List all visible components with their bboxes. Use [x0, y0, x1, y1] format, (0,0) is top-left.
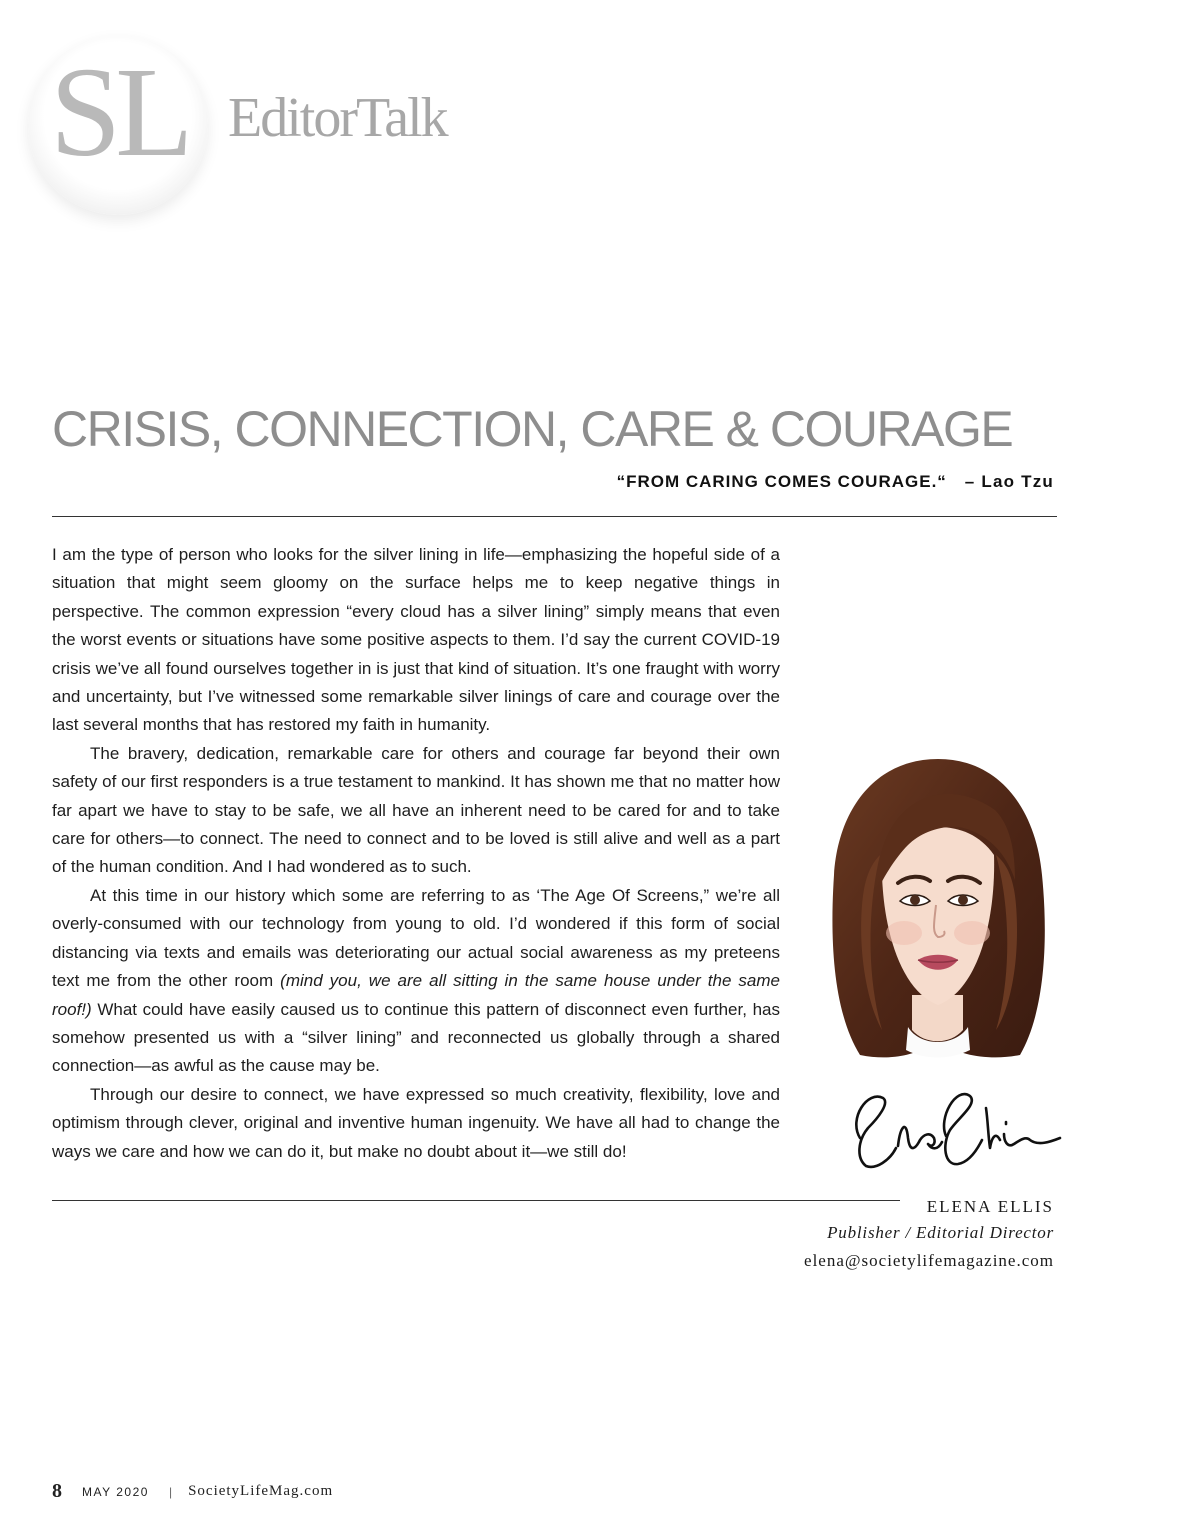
website-link[interactable]: SocietyLifeMag.com [188, 1483, 334, 1499]
article-body [52, 541, 780, 1166]
quote-text: “FROM CARING COMES COURAGE.“ [616, 472, 947, 491]
paragraph-1: I am the type of person who looks for the silver lining in life—emphasizing the hopeful side of a situation that might seem gloomy on the surface helps me to keep negative things in perspective. The common expression “every cloud has a silver lining” simply means that even the worst events or situations have some positive aspects to them. I’d say the current COVID-19 crisis we’ve all found ourselves together in is just that kind of situation. It’s one fraught with worry and uncertainty, but I’ve witnessed some remarkable silver linings of care and courage over the last several months that has restored my faith in humanity. [52, 545, 780, 735]
editor-name: ELENA ELLIS [926, 1197, 1054, 1216]
paragraph-3-part-1: At this time in our history which some are referring to as ‘The Age Of Screens,” we’re all overly-consumed with our technology from young to old. I’d wondered if this form of social distancing via texts and emails was deteriorating our actual social awareness as my preteens text me from the other room [52, 885, 780, 991]
footer-separator: | [168, 1484, 173, 1499]
paragraph-3-aside: (mind you, we are all sitting in the same house under the same roof!) [52, 971, 780, 1019]
pull-quote [617, 471, 1054, 493]
issue-date: MAY 2020 [82, 1484, 149, 1499]
top-divider [52, 516, 1057, 517]
page-footer [52, 1480, 333, 1503]
editor-email[interactable]: elena@societylifemagazine.com [804, 1251, 1054, 1270]
quote-author: – Lao Tzu [964, 472, 1054, 491]
editor-title: Publisher / Editorial Director [827, 1223, 1054, 1242]
article-headline: CRISIS, CONNECTION, CARE & COURAGE [52, 401, 1013, 457]
paragraph-3 [52, 882, 780, 1081]
editor-portrait-illustration [820, 755, 1055, 1065]
page-number: 8 [52, 1480, 62, 1502]
paragraph-4: Through our desire to connect, we have expressed so much creativity, flexibility, love and optimism through clever, original and inventive human ingenuity. We have all had to change the ways we care and how we can do it, but make no doubt about it—we still do! [52, 1084, 780, 1161]
editor-signature [838, 1078, 1066, 1176]
signature-block [804, 1194, 1054, 1276]
magazine-logo: SL [50, 41, 188, 183]
paragraph-2: The bravery, dedication, remarkable care for others and courage far beyond their own safety of our first responders is a true testament to mankind. It has shown me that no matter how far apart we have to stay to be safe, we all have an inherent need to be cared for and to take care for others—to connect. The need to connect and to be loved is still alive and well as a part of the human condition. And I had wondered as to such. [52, 743, 780, 877]
bottom-divider [52, 1200, 900, 1201]
paragraph-3-part-2: What could have easily caused us to continue this pattern of disconnect even further, has somehow presented us with a “silver lining” and reconnected us globally through a shared connection—as awful as the cause may be. [52, 999, 780, 1076]
section-label: EditorTalk [228, 87, 447, 149]
